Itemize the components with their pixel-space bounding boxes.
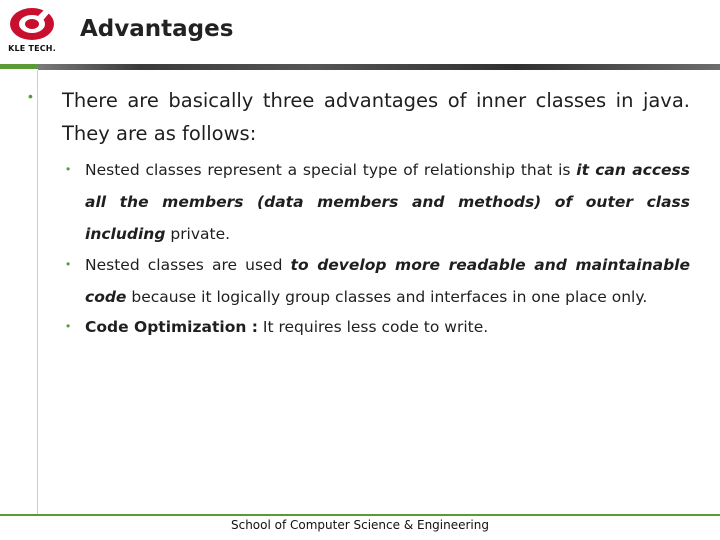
kle-tech-logo bbox=[6, 4, 58, 58]
main-bullet-text: There are basically three advantages of inner classes in java. They are as follows: bbox=[62, 89, 690, 145]
sub-bullet-1-emphasis: it can access all the members (data members and methods) of outer class including bbox=[85, 161, 690, 243]
bullet-icon: • bbox=[66, 162, 71, 176]
logo-text: KLE TECH. bbox=[8, 44, 56, 53]
logo-emblem-icon bbox=[6, 4, 58, 44]
header-rule bbox=[38, 64, 720, 70]
bullet-icon: • bbox=[28, 88, 33, 104]
bullet-icon: • bbox=[66, 319, 71, 333]
header-accent-bar bbox=[0, 64, 38, 69]
sub-bullet-2-end: because it logically group classes and interfaces in one place only. bbox=[126, 288, 648, 306]
bullet-icon: • bbox=[66, 257, 71, 271]
footer-text: School of Computer Science & Engineering bbox=[230, 518, 489, 532]
sub-bullet-1-text: Nested classes represent a special type of relationship that is bbox=[85, 161, 577, 179]
sub-bullet-1-end: private. bbox=[165, 225, 231, 243]
footer-rule bbox=[0, 514, 720, 516]
sub-bullet-3-label: Code Optimization : bbox=[85, 318, 258, 336]
sub-bullet-1 bbox=[85, 154, 690, 250]
sub-bullet-2 bbox=[85, 249, 690, 313]
left-margin-line bbox=[37, 70, 38, 515]
sub-bullet-3-text: It requires less code to write. bbox=[257, 318, 489, 336]
sub-bullet-2-emphasis: to develop more readable and maintainable code bbox=[85, 256, 690, 306]
sub-bullet-2-text: Nested classes are used bbox=[85, 256, 291, 274]
page-title: Advantages bbox=[80, 16, 234, 42]
sub-bullet-3 bbox=[85, 311, 690, 343]
